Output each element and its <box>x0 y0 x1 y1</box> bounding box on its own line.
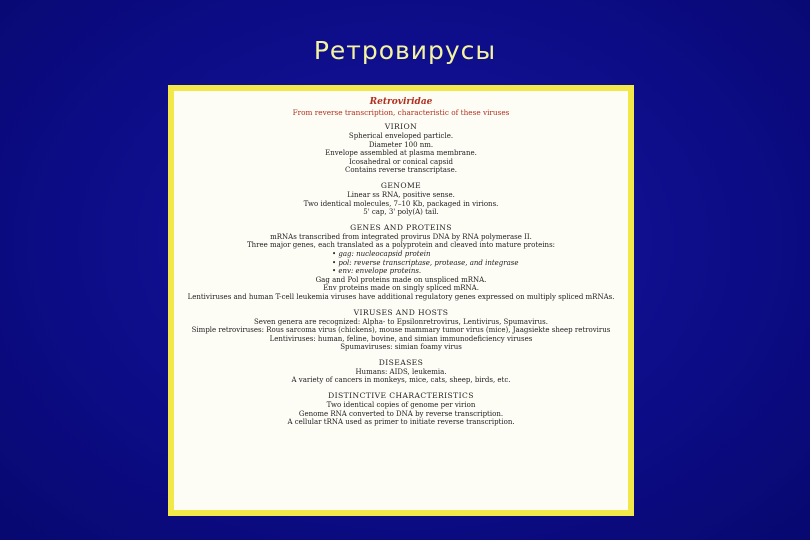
section-heading-genome: GENOME <box>380 180 422 190</box>
section-heading-distinctive-characteristics: DISTINCTIVE CHARACTERISTICS <box>328 391 474 401</box>
section-heading-genes-and-proteins: GENES AND PROTEINS <box>350 222 452 232</box>
section-line: A cellular tRNA used as primer to initiate reverse transcription. <box>287 418 515 427</box>
section-line: A variety of cancers in monkeys, mice, cats, sheep, birds, etc. <box>291 376 511 385</box>
section-line: mRNAs transcribed from integrated provirus DNA by RNA polymerase II. <box>270 232 532 241</box>
section-heading-viruses-and-hosts: VIRUSES AND HOSTS <box>353 307 449 317</box>
document-subtitle: From reverse transcription, characteristic of these viruses <box>292 108 510 117</box>
section-heading-diseases: DISEASES <box>378 357 424 367</box>
document-page <box>174 91 628 510</box>
gene-bullet: • env: envelope proteins. <box>332 267 422 276</box>
document-frame <box>168 85 634 516</box>
section-line: Envelope assembled at plasma membrane. <box>325 149 477 158</box>
section-line: Two identical molecules, 7–10 Kb, packaged in virions. <box>303 199 499 208</box>
section-line: Spherical enveloped particle. <box>348 132 454 140</box>
section-line: Icosahedral or conical capsid <box>349 157 453 166</box>
gene-bullet-list <box>184 250 618 276</box>
section-line: Three major genes, each translated as a polyprotein and cleaved into mature proteins: <box>246 241 556 250</box>
section-line: Humans: AIDS, leukemia. <box>355 367 447 376</box>
section-line: Simple retroviruses: Rous sarcoma virus (chickens), mouse mammary tumor virus (mice), Jaagsiekte sheep retrovirus <box>191 326 611 335</box>
section-heading-virion: VIRION <box>384 122 418 131</box>
gene-bullet: • gag: nucleocapsid protein <box>332 249 431 258</box>
section-line: Diameter 100 nm. <box>368 140 434 149</box>
section-line: Genome RNA converted to DNA by reverse transcription. <box>298 409 504 418</box>
section-line: Lentiviruses and human T-cell leukemia viruses have additional regulatory genes expressed on multiply spliced mRNAs. <box>187 292 615 301</box>
section-line: 5' cap, 3' poly(A) tail. <box>363 208 439 217</box>
section-line: Gag and Pol proteins made on unspliced mRNA. <box>315 275 487 284</box>
slide-title: Ретровирусы <box>313 36 497 65</box>
gene-bullet: • pol: reverse transcriptase, protease, and integrase <box>332 258 519 267</box>
section-line: Env proteins made on singly spliced mRNA. <box>323 284 479 293</box>
section-line: Linear ss RNA, positive sense. <box>347 190 455 199</box>
section-line: Contains reverse transcriptase. <box>345 166 457 175</box>
section-line: Two identical copies of genome per virion <box>326 401 476 410</box>
section-line: Lentiviruses: human, feline, bovine, and simian immunodeficiency viruses <box>269 334 533 343</box>
document-title: Retroviridae <box>369 97 433 107</box>
section-line: Spumaviruses: simian foamy virus <box>340 343 462 352</box>
section-line: Seven genera are recognized: Alpha- to Epsilonretrovirus, Lentivirus, Spumavirus. <box>254 317 548 326</box>
